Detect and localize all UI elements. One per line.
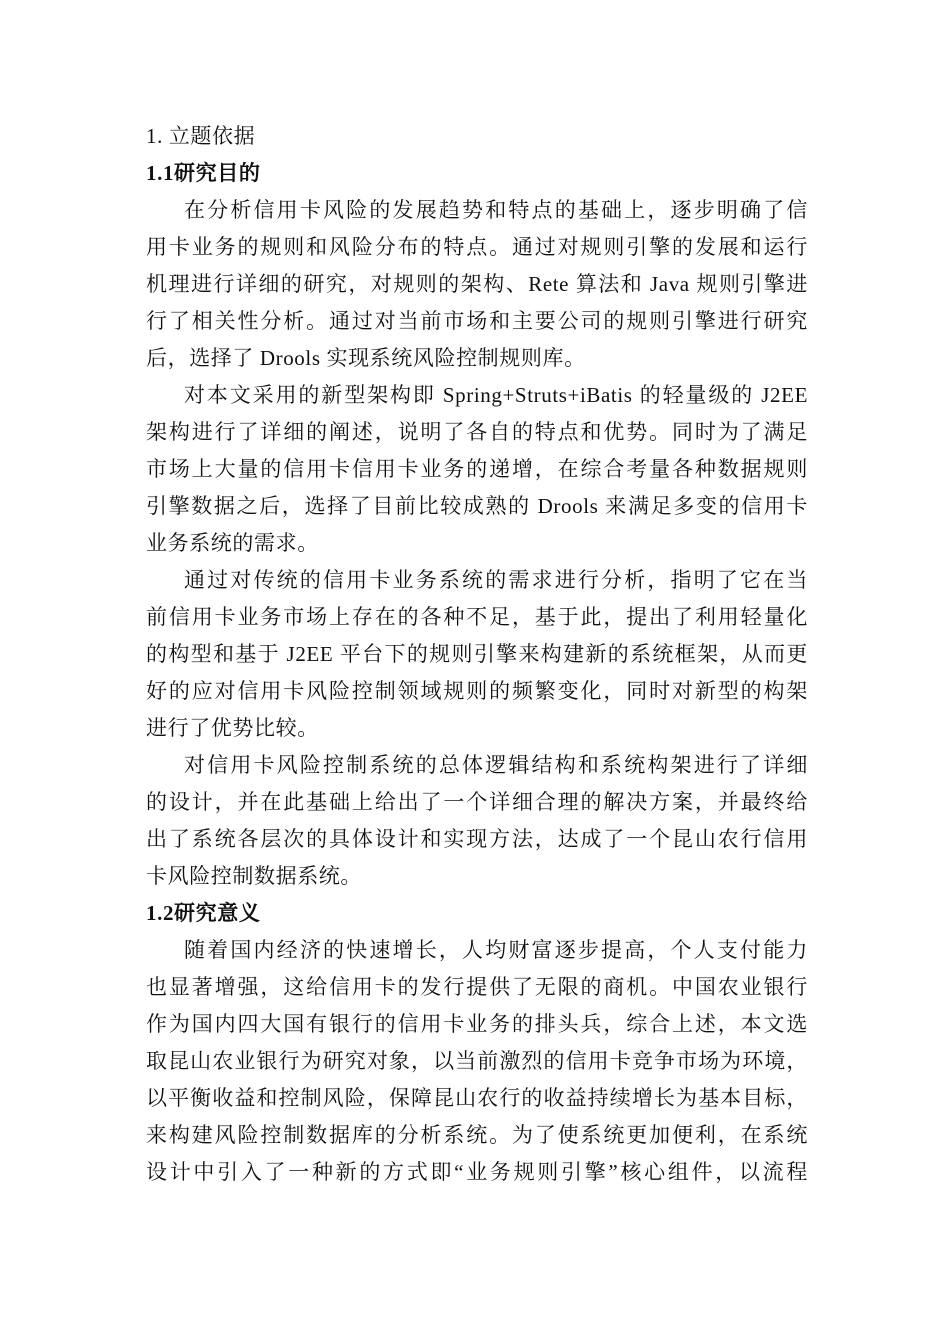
- subsection-title-significance: 1.2研究意义: [146, 901, 261, 925]
- paragraph-line: 来构建风险控制数据库的分析系统。为了使系统更加便利，在系统: [146, 1123, 808, 1147]
- paragraph-line: 业务系统的需求。: [146, 531, 319, 555]
- paragraph-line: 出了系统各层次的具体设计和实现方法，达成了一个昆山农行信用: [146, 827, 808, 851]
- paragraph-line: 前信用卡业务市场上存在的各种不足，基于此，提出了利用轻量化: [146, 605, 808, 629]
- paragraph-significance-1: [146, 932, 808, 1191]
- paragraph-line: 行了相关性分析。通过对当前市场和主要公司的规则引擎进行研究: [146, 309, 808, 333]
- paragraph-line: 取昆山农业银行为研究对象，以当前激烈的信用卡竞争市场为环境，: [146, 1049, 808, 1073]
- paragraph-line: 卡风险控制数据系统。: [146, 864, 362, 888]
- paragraph-line: 以平衡收益和控制风险，保障昆山农行的收益持续增长为基本目标，: [146, 1086, 808, 1110]
- paragraph-line: 机理进行详细的研究，对规则的架构、Rete 算法和 Java 规则引擎进: [146, 272, 808, 296]
- paragraph-line: 也显著增强，这给信用卡的发行提供了无限的商机。中国农业银行: [146, 975, 808, 999]
- paragraph-line: 市场上大量的信用卡信用卡业务的递增，在综合考量各种数据规则: [146, 457, 808, 481]
- paragraph-line: 作为国内四大国有银行的信用卡业务的排头兵，综合上述，本文选: [146, 1012, 808, 1036]
- paragraph-line: 后，选择了 Drools 实现系统风险控制规则库。: [146, 346, 586, 370]
- document-page: [146, 118, 808, 1191]
- paragraph-purpose-1: [146, 192, 808, 377]
- paragraph-purpose-3: [146, 562, 808, 747]
- subsection-title-purpose: 1.1研究目的: [146, 161, 261, 185]
- paragraph-line: 设计中引入了一种新的方式即“业务规则引擎”核心组件，以流程: [146, 1160, 808, 1184]
- paragraph-purpose-4: [146, 747, 808, 895]
- paragraph-line: 用卡业务的规则和风险分布的特点。通过对规则引擎的发展和运行: [146, 235, 808, 259]
- paragraph-purpose-2: [146, 377, 808, 562]
- paragraph-line: 对信用卡风险控制系统的总体逻辑结构和系统构架进行了详细: [184, 753, 808, 777]
- paragraph-line: 在分析信用卡风险的发展趋势和特点的基础上，逐步明确了信: [184, 198, 808, 222]
- paragraph-line: 的设计，并在此基础上给出了一个详细合理的解决方案，并最终给: [146, 790, 808, 814]
- paragraph-line: 对本文采用的新型架构即 Spring+Struts+iBatis 的轻量级的 J2EE: [184, 383, 808, 407]
- paragraph-line: 引擎数据之后，选择了目前比较成熟的 Drools 来满足多变的信用卡: [146, 494, 808, 518]
- paragraph-line: 的构型和基于 J2EE 平台下的规则引擎来构建新的系统框架，从而更: [146, 642, 808, 666]
- section-title: 1. 立题依据: [146, 124, 256, 148]
- paragraph-line: 好的应对信用卡风险控制领域规则的频繁变化，同时对新型的构架: [146, 679, 808, 703]
- paragraph-line: 通过对传统的信用卡业务系统的需求进行分析，指明了它在当: [184, 568, 808, 592]
- paragraph-line: 进行了优势比较。: [146, 716, 319, 740]
- paragraph-line: 架构进行了详细的阐述，说明了各自的特点和优势。同时为了满足: [146, 420, 808, 444]
- paragraph-line: 随着国内经济的快速增长，人均财富逐步提高，个人支付能力: [184, 938, 808, 962]
